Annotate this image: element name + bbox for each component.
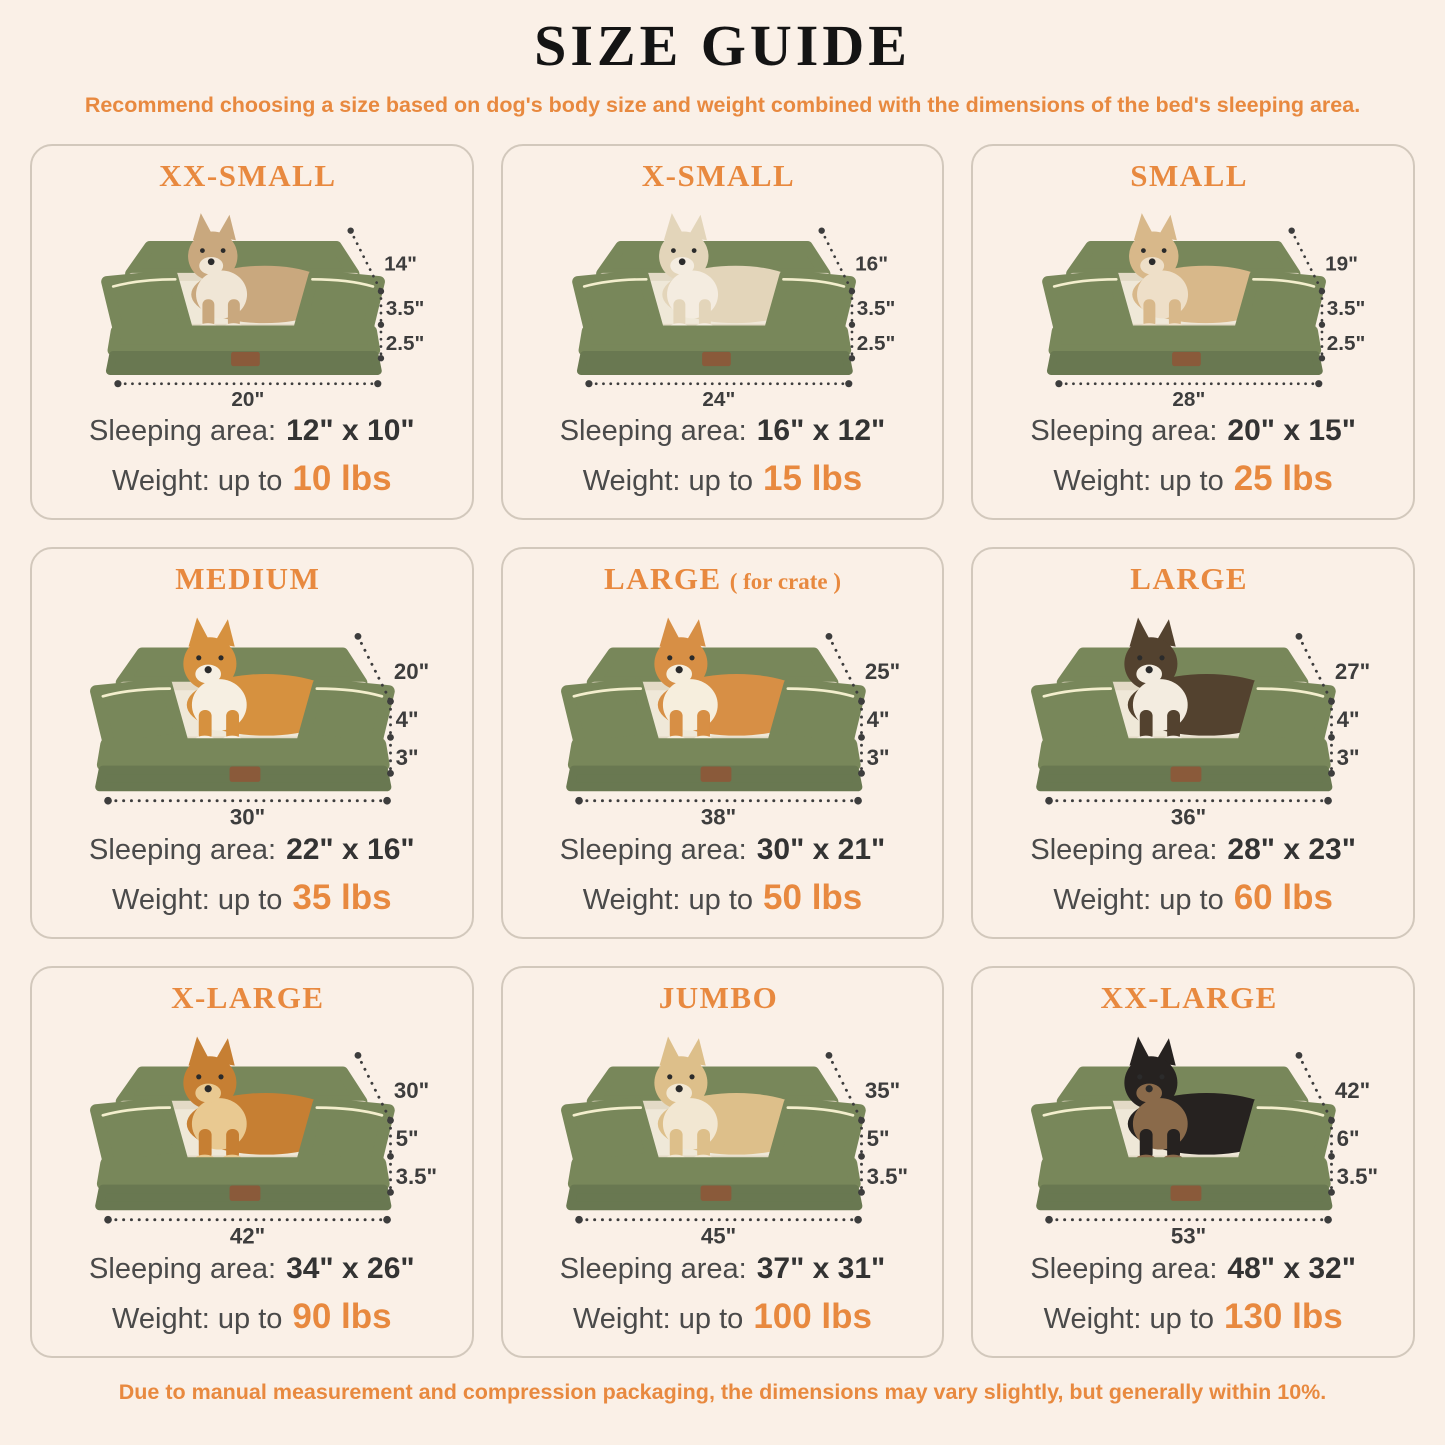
dim-bolster-label: 4" (866, 706, 890, 732)
weight-value: 25 lbs (1233, 459, 1333, 499)
size-card-title (604, 561, 841, 597)
size-name: JUMBO (658, 979, 779, 1015)
sleeping-area-label: Sleeping area: (1030, 414, 1218, 447)
brand-tag-icon (231, 352, 260, 366)
dim-dot (854, 797, 862, 805)
weight-line (573, 1294, 872, 1340)
size-name: X-LARGE (171, 979, 325, 1015)
sleeping-area-line (1030, 411, 1356, 451)
dim-width-label: 38" (700, 804, 736, 830)
size-name: SMALL (1130, 157, 1249, 193)
brand-tag-icon (700, 1185, 731, 1200)
size-card-title (659, 980, 786, 1016)
pet-eye-left (1138, 655, 1143, 660)
sleeping-area-value: 28" x 23" (1227, 832, 1356, 866)
sleeping-area-value: 22" x 16" (286, 832, 415, 866)
dim-dot (383, 797, 391, 805)
pet-nose (675, 1085, 682, 1092)
bed-mattress-base (1044, 744, 1325, 765)
size-card-title (159, 158, 344, 194)
bed-mattress-base (574, 744, 855, 765)
pet-eye-right (1162, 248, 1167, 253)
dim-dot (858, 1189, 865, 1196)
dog-bed-illustration (981, 597, 1405, 830)
weight-label: Weight: up to (582, 465, 754, 498)
dim-bolster-label: 6" (1336, 1125, 1360, 1151)
dim-bolster-label: 3.5" (385, 297, 425, 321)
size-card (971, 547, 1415, 939)
pet-eye-left (667, 1074, 672, 1079)
weight-label: Weight: up to (1053, 884, 1224, 917)
pet-eye-left (196, 655, 201, 660)
sleeping-area-line (89, 411, 415, 451)
weight-label: Weight: up to (572, 1303, 744, 1336)
dog-bed-illustration (40, 1016, 464, 1249)
weight-label: Weight: up to (112, 1303, 283, 1336)
size-card-title (171, 980, 332, 1016)
brand-tag-icon (1171, 766, 1202, 781)
sleeping-area-value: 48" x 32" (1227, 1251, 1356, 1285)
pet-eye-right (221, 248, 226, 253)
dim-dot (1316, 380, 1323, 387)
dog-bed-illustration (511, 597, 935, 830)
sleeping-area-value: 34" x 26" (286, 1251, 415, 1285)
dim-height-label: 27" (1335, 659, 1371, 685)
size-name: XX-LARGE (1100, 979, 1278, 1015)
size-card (501, 144, 945, 520)
dim-dot (1319, 355, 1325, 361)
weight-line (112, 456, 392, 502)
size-name: XX-SMALL (159, 157, 337, 193)
bed-mattress-base (113, 331, 374, 350)
dim-base-label: 2.5" (856, 332, 896, 356)
dim-dot (387, 770, 394, 777)
dim-dot (374, 380, 381, 387)
dim-base-label: 3" (395, 744, 419, 770)
size-card-title (1130, 158, 1256, 194)
size-name: LARGE (1130, 560, 1249, 596)
weight-label: Weight: up to (1043, 1303, 1214, 1336)
dim-dot (848, 355, 854, 361)
pet-eye-left (671, 248, 676, 253)
weight-value: 60 lbs (1233, 878, 1333, 918)
size-card-title (1130, 561, 1256, 597)
dim-height-label: 16" (854, 252, 888, 276)
pet-eye-right (1160, 1074, 1165, 1079)
weight-label: Weight: up to (112, 884, 283, 917)
dim-dot (858, 770, 865, 777)
sleeping-area-value: 20" x 15" (1227, 413, 1356, 447)
pet-eye-left (196, 1074, 201, 1079)
sleeping-area-label: Sleeping area: (559, 414, 747, 447)
dim-width-label: 53" (1171, 1223, 1207, 1249)
pet-eye-right (691, 248, 696, 253)
pet-nose (678, 258, 685, 265)
dim-dot (1328, 770, 1335, 777)
dim-width-label: 24" (702, 387, 735, 411)
bed-mattress-base (103, 744, 384, 765)
weight-value: 100 lbs (753, 1297, 873, 1337)
sleeping-area-line (560, 411, 886, 451)
dim-base-label: 3.5" (866, 1163, 908, 1189)
dim-bolster-label: 4" (1336, 706, 1360, 732)
pet-nose (675, 666, 682, 673)
weight-label: Weight: up to (582, 884, 754, 917)
dim-dot (378, 355, 384, 361)
dog-bed-illustration (981, 194, 1405, 411)
dim-bolster-label: 5" (866, 1125, 890, 1151)
sleeping-area-label: Sleeping area: (559, 1252, 747, 1285)
weight-line (583, 456, 863, 502)
size-card-title (175, 561, 328, 597)
dim-height-label: 30" (393, 1078, 430, 1104)
dim-dot (1325, 797, 1333, 805)
sleeping-area-line (89, 1249, 415, 1289)
dim-height-label: 35" (864, 1078, 900, 1104)
bed-mattress-base (584, 331, 845, 350)
pet-eye-right (689, 1074, 694, 1079)
dim-dot (854, 1216, 862, 1224)
sleeping-area-value: 30" x 21" (756, 832, 886, 866)
pet-eye-right (1160, 655, 1165, 660)
dim-height-label: 25" (864, 659, 900, 685)
dog-bed-illustration (981, 1016, 1405, 1249)
size-card (501, 966, 945, 1358)
dim-height-label: 19" (1325, 252, 1359, 276)
bed-mattress-base (574, 1163, 855, 1184)
brand-tag-icon (230, 766, 261, 781)
size-name-suffix: ( for crate ) (729, 568, 842, 594)
dog-bed-illustration (40, 597, 464, 830)
sleeping-area-line (1030, 1249, 1356, 1289)
weight-line (112, 875, 392, 921)
dim-width-label: 28" (1172, 387, 1206, 411)
size-card (971, 966, 1415, 1358)
weight-value: 90 lbs (292, 1297, 392, 1337)
dim-dot (387, 1189, 394, 1196)
bed-mattress-base (103, 1163, 384, 1184)
pet-eye-left (200, 248, 205, 253)
sleeping-area-label: Sleeping area: (559, 833, 747, 866)
sleeping-area-value: 16" x 12" (756, 413, 886, 447)
brand-tag-icon (230, 1185, 261, 1200)
dim-dot (1328, 1189, 1335, 1196)
pet-eye-right (218, 655, 223, 660)
pet-eye-left (1138, 1074, 1143, 1079)
brand-tag-icon (700, 766, 731, 781)
dim-base-label: 2.5" (385, 332, 425, 356)
bed-mattress-base (1044, 1163, 1325, 1184)
weight-label: Weight: up to (112, 465, 283, 498)
dim-width-label: 20" (231, 387, 265, 411)
dog-bed-illustration (40, 194, 464, 411)
size-card (501, 547, 945, 939)
pet-eye-right (218, 1074, 223, 1079)
weight-value: 10 lbs (292, 459, 392, 499)
brand-tag-icon (1172, 352, 1201, 366)
dim-dot (383, 1216, 391, 1224)
page-title: SIZE GUIDE (534, 13, 911, 78)
weight-label: Weight: up to (1053, 465, 1224, 498)
dim-base-label: 2.5" (1327, 332, 1366, 356)
pet-eye-left (667, 655, 672, 660)
size-card (971, 144, 1415, 520)
dim-dot (1325, 1216, 1333, 1224)
dim-width-label: 30" (229, 804, 266, 830)
page-footnote: Due to manual measurement and compression packaging, the dimensions may vary slightly, but generally within 10%. (118, 1379, 1327, 1404)
dim-base-label: 3.5" (1336, 1163, 1379, 1189)
weight-value: 130 lbs (1223, 1297, 1343, 1337)
pet-nose (1146, 1085, 1153, 1092)
dim-height-label: 42" (1335, 1078, 1371, 1104)
dog-bed-illustration (511, 194, 935, 411)
dim-bolster-label: 5" (395, 1125, 419, 1151)
bed-mattress-base (1054, 331, 1315, 350)
weight-value: 50 lbs (763, 878, 863, 918)
sleeping-area-line (560, 1249, 886, 1289)
dim-bolster-label: 3.5" (1327, 297, 1366, 321)
sleeping-area-label: Sleeping area: (1030, 1252, 1218, 1285)
weight-value: 35 lbs (292, 878, 392, 918)
weight-line (1044, 1294, 1343, 1340)
size-name: X-SMALL (641, 157, 796, 193)
brand-tag-icon (702, 352, 731, 366)
pet-nose (1149, 258, 1156, 265)
size-card (30, 547, 474, 939)
sleeping-area-line (89, 830, 415, 870)
size-name: MEDIUM (175, 560, 321, 596)
size-card (30, 966, 474, 1358)
size-name: LARGE (603, 560, 722, 596)
sleeping-area-label: Sleeping area: (89, 414, 277, 447)
weight-line (1053, 875, 1333, 921)
size-card (30, 144, 474, 520)
dim-bolster-label: 4" (395, 706, 419, 732)
brand-tag-icon (1171, 1185, 1202, 1200)
sleeping-area-label: Sleeping area: (89, 833, 277, 866)
sleeping-area-line (560, 830, 886, 870)
pet-nose (1146, 666, 1153, 673)
weight-line (112, 1294, 392, 1340)
dog-bed-illustration (511, 1016, 935, 1249)
pet-nose (205, 666, 212, 673)
page-subtitle: Recommend choosing a size based on dog's body size and weight combined with the dimensions of the bed's sleeping area. (84, 92, 1361, 117)
dim-base-label: 3" (866, 744, 890, 770)
dim-base-label: 3" (1336, 744, 1360, 770)
sleeping-area-label: Sleeping area: (89, 1252, 277, 1285)
sleeping-area-value: 37" x 31" (756, 1251, 886, 1285)
pet-nose (208, 258, 215, 265)
sleeping-area-line (1030, 830, 1356, 870)
sleeping-area-value: 12" x 10" (286, 413, 415, 447)
pet-eye-left (1141, 248, 1146, 253)
dim-bolster-label: 3.5" (856, 297, 896, 321)
dim-base-label: 3.5" (395, 1163, 438, 1189)
dim-dot (845, 380, 852, 387)
dim-width-label: 45" (700, 1223, 736, 1249)
weight-line (583, 875, 863, 921)
sleeping-area-label: Sleeping area: (1030, 833, 1218, 866)
size-card-title (642, 158, 803, 194)
pet-nose (205, 1085, 212, 1092)
dim-width-label: 42" (229, 1223, 266, 1249)
dim-width-label: 36" (1171, 804, 1207, 830)
pet-eye-right (689, 655, 694, 660)
dim-height-label: 14" (384, 252, 418, 276)
dim-height-label: 20" (393, 659, 430, 685)
weight-value: 15 lbs (763, 459, 863, 499)
size-cards-grid (0, 144, 1445, 1358)
weight-line (1053, 456, 1333, 502)
size-card-title (1100, 980, 1285, 1016)
